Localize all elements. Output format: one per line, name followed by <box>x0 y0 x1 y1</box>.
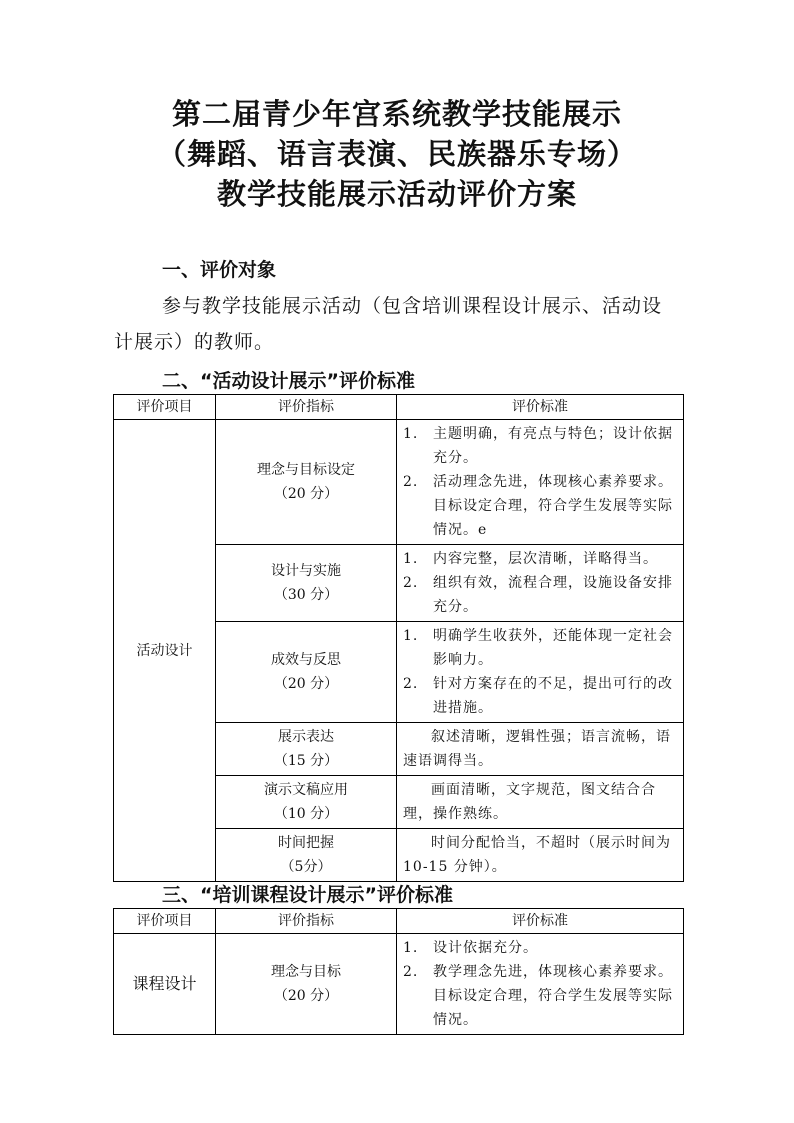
indicator-cell <box>216 420 397 545</box>
project-cell: 课程设计 <box>114 934 216 1035</box>
indicator-score: （5分） <box>280 859 332 875</box>
criteria-item: 2. 组织有效，流程合理，设施设备安排充分。 <box>403 575 673 615</box>
section1-para-line1: 参与教学技能展示活动（包含培训课程设计展示、活动设 <box>162 295 663 317</box>
doc-title-line1: 第二届青少年宫系统教学技能展示 <box>171 97 622 131</box>
criteria-cell: 叙述清晰，逻辑性强；语言流畅，语速语调得当。 <box>397 723 684 776</box>
indicator-cell <box>216 622 397 723</box>
criteria-cell <box>397 622 684 723</box>
header-project: 评价项目 <box>114 909 216 934</box>
indicator-cell <box>216 776 397 829</box>
criteria-item: 1. 明确学生收获外，还能体现一定社会影响力。 <box>403 628 673 668</box>
header-criteria: 评价标准 <box>397 909 684 934</box>
indicator-cell <box>216 545 397 622</box>
indicator-cell <box>216 723 397 776</box>
section1-heading: 一、评价对象 <box>162 259 277 281</box>
indicator-name: 时间把握 <box>278 835 334 851</box>
indicator-score: （20 分） <box>273 486 339 502</box>
table-row <box>114 420 684 545</box>
table-row <box>114 934 684 1035</box>
indicator-score: （15 分） <box>273 753 339 769</box>
doc-title-line3: 教学技能展示活动评价方案 <box>216 177 577 211</box>
criteria-cell <box>397 420 684 545</box>
criteria-item: 1. 主题明确，有亮点与特色；设计依据充分。 <box>403 426 673 466</box>
section1-para-line2: 计展示）的教师。 <box>114 331 275 353</box>
criteria-item: 2. 教学理念先进，体现核心素养要求。目标设定合理，符合学生发展等实际情况。 <box>403 964 673 1028</box>
criteria-cell <box>397 545 684 622</box>
table-header-row <box>114 395 684 420</box>
criteria-item: 1. 设计依据充分。 <box>403 940 538 956</box>
header-indicator: 评价指标 <box>216 909 397 934</box>
criteria-item: 2. 针对方案存在的不足，提出可行的改进措施。 <box>403 676 673 716</box>
header-project: 评价项目 <box>114 395 216 420</box>
indicator-name: 设计与实施 <box>271 563 341 579</box>
section2-heading: 二、“活动设计展示”评价标准 <box>162 370 415 392</box>
indicator-score: （20 分） <box>273 988 339 1004</box>
criteria-item: 2. 活动理念先进，体现核心素养要求。目标设定合理，符合学生发展等实际情况。e <box>403 474 673 538</box>
course-design-table <box>113 908 684 1035</box>
indicator-name: 展示表达 <box>278 729 334 745</box>
indicator-name: 演示文稿应用 <box>264 782 348 798</box>
criteria-cell: 画面清晰，文字规范，图文结合合理，操作熟练。 <box>397 776 684 829</box>
indicator-score: （10 分） <box>273 806 339 822</box>
header-criteria: 评价标准 <box>397 395 684 420</box>
project-cell: 活动设计 <box>114 420 216 882</box>
criteria-item: 1. 内容完整，层次清晰，详略得当。 <box>403 551 658 567</box>
indicator-score: （30 分） <box>273 587 339 603</box>
indicator-score: （20 分） <box>273 676 339 692</box>
indicator-name: 成效与反思 <box>271 652 341 668</box>
criteria-cell <box>397 934 684 1035</box>
indicator-cell <box>216 829 397 882</box>
activity-design-table <box>113 394 684 882</box>
table-header-row <box>114 909 684 934</box>
criteria-cell: 时间分配恰当，不超时（展示时间为 10-15 分钟）。 <box>397 829 684 882</box>
indicator-name: 理念与目标设定 <box>257 462 355 478</box>
header-indicator: 评价指标 <box>216 395 397 420</box>
section3-heading: 三、“培训课程设计展示”评价标准 <box>162 884 453 906</box>
indicator-cell <box>216 934 397 1035</box>
doc-title-line2: （舞蹈、语言表演、民族器乐专场） <box>156 137 637 171</box>
indicator-name: 理念与目标 <box>271 964 341 980</box>
